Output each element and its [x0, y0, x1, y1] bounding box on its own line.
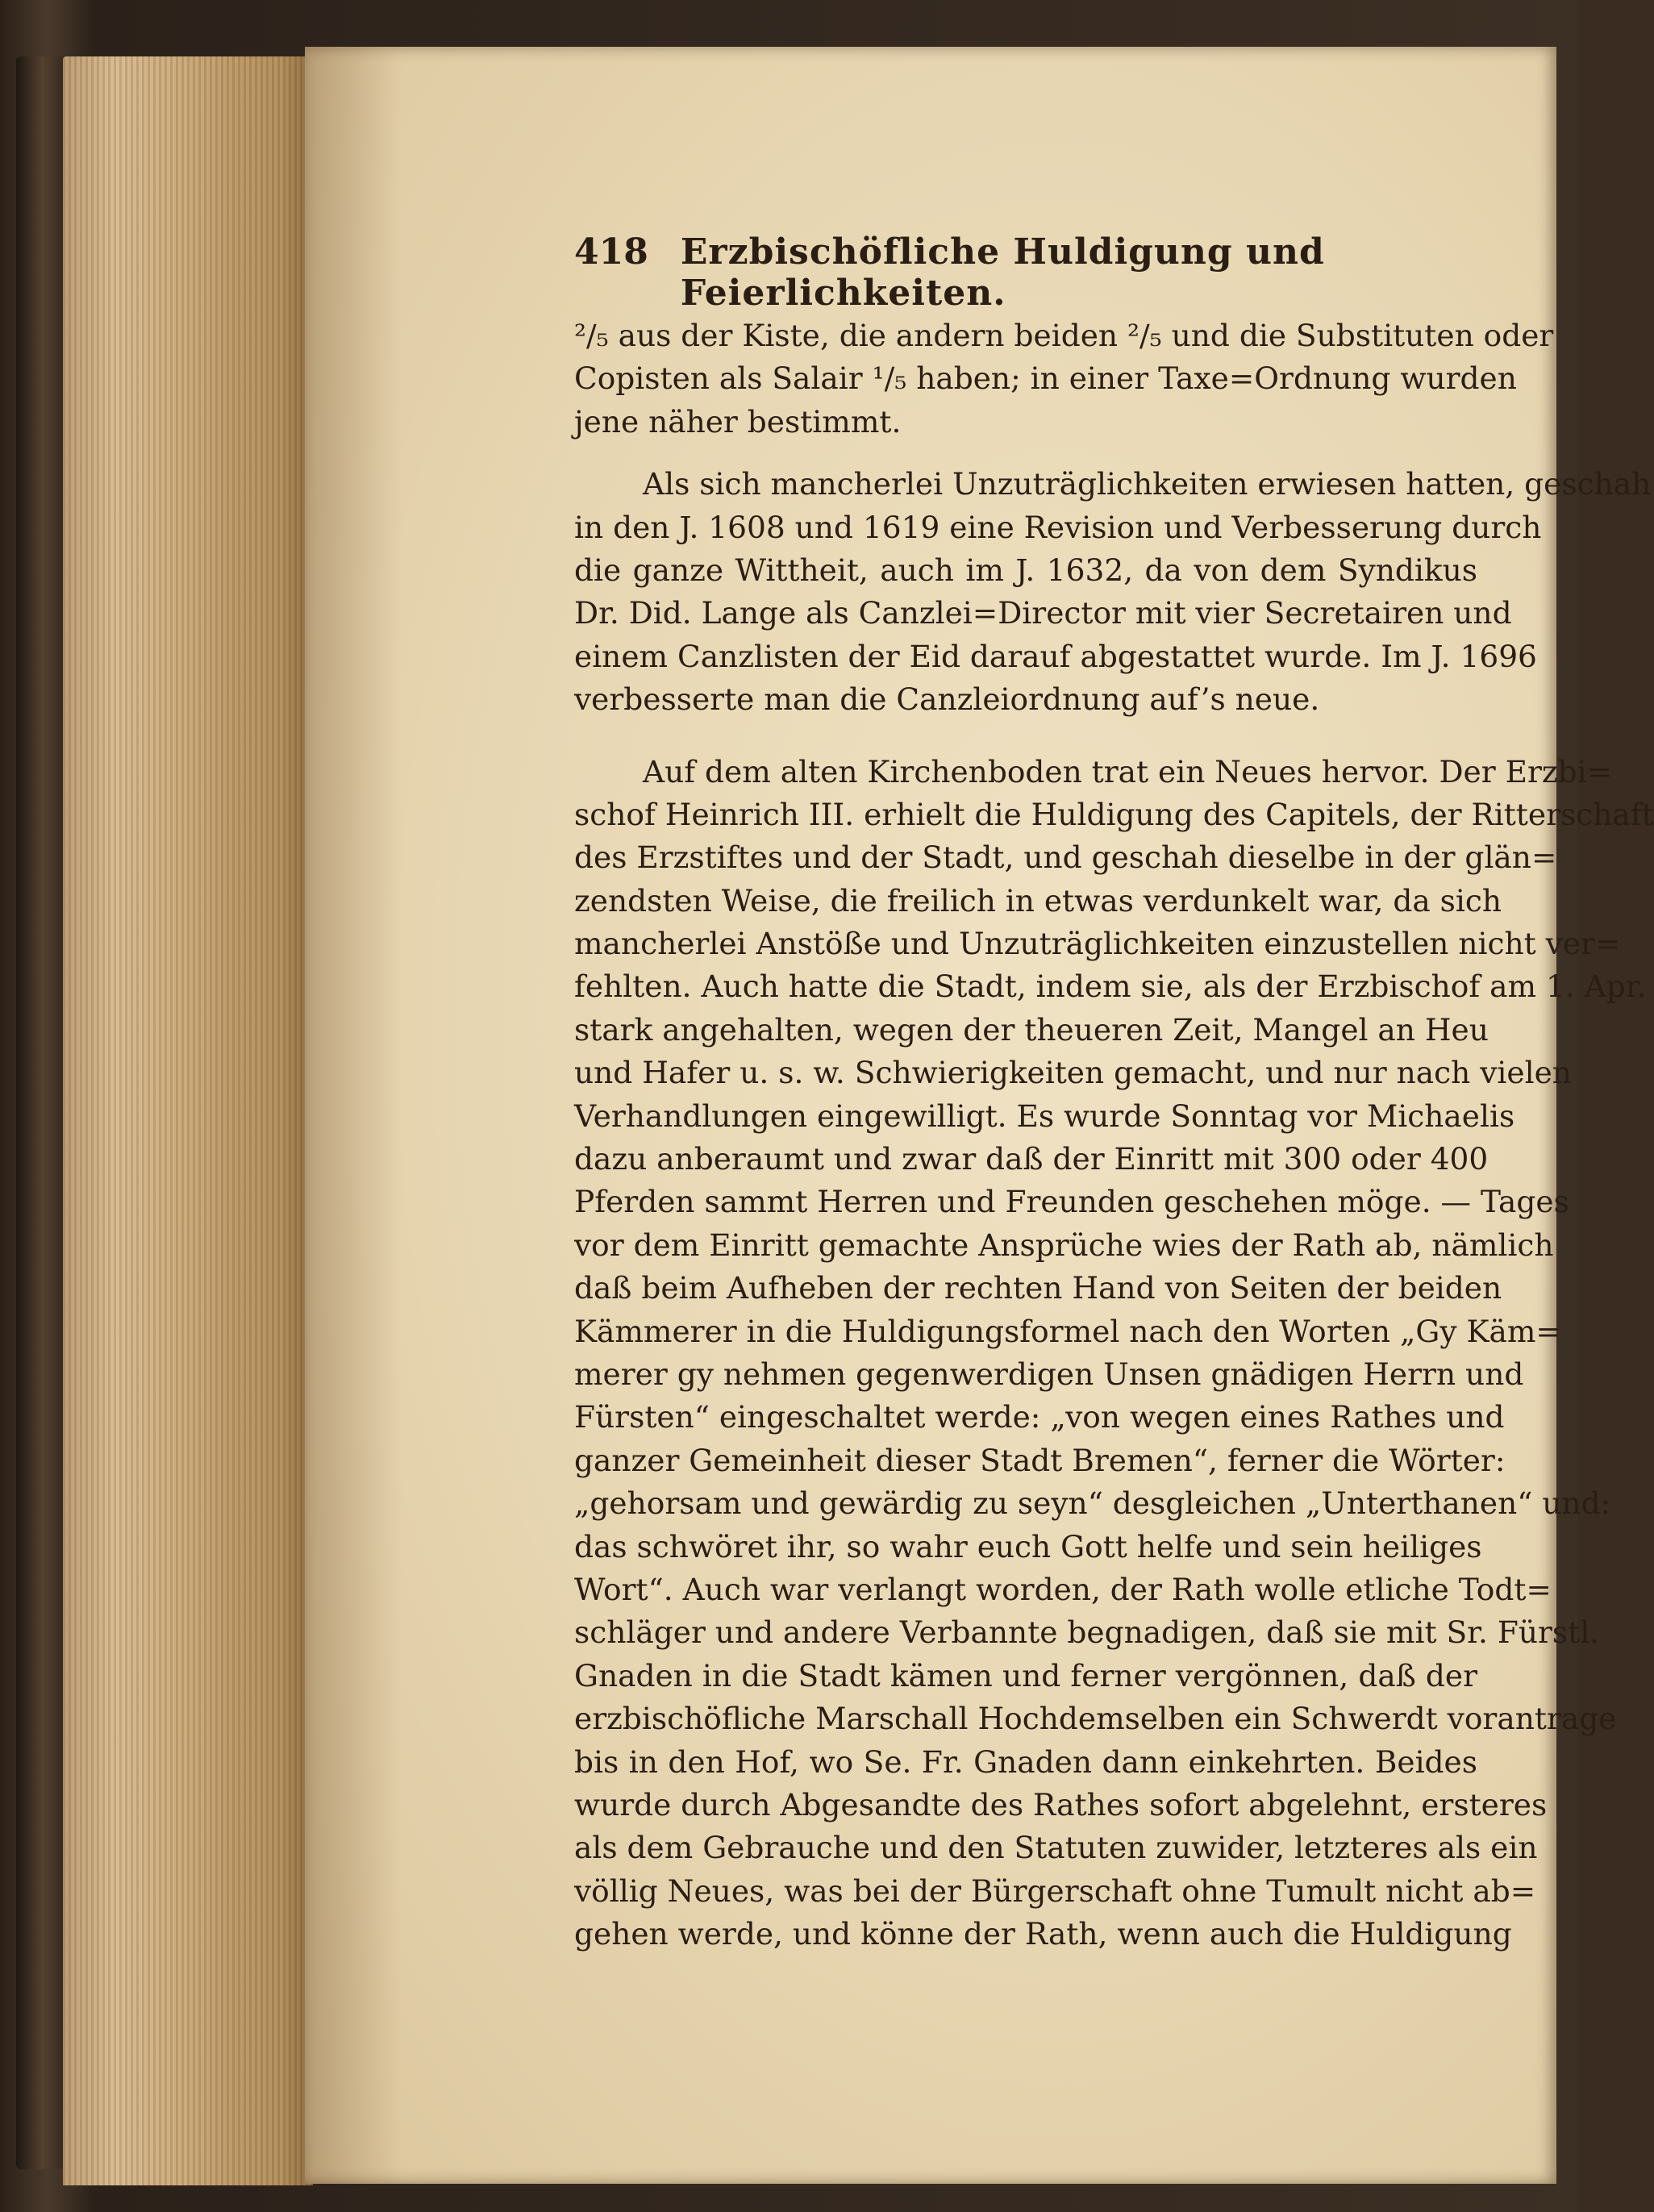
text-line: die ganze Wittheit, auch im J. 1632, da von dem Syndikus: [574, 552, 1477, 588]
text-line: und Hafer u. s. w. Schwierigkeiten gemacht, und nur nach vielen: [574, 1055, 1572, 1091]
text-line: in den J. 1608 und 1619 eine Revision und Verbesserung durch: [574, 509, 1542, 545]
text-line: Als sich mancherlei Unzuträglichkeiten erwiesen hatten, geschah: [643, 466, 1652, 502]
text-line: merer gy nehmen gegenwerdigen Unsen gnädigen Herrn und: [574, 1356, 1524, 1392]
text-line: völlig Neues, was bei der Bürgerschaft ohne Tumult nicht ab=: [574, 1872, 1536, 1909]
text-line: Wort“. Auch war verlangt worden, der Rath wolle etliche Todt=: [574, 1571, 1552, 1607]
text-line: Pferden sammt Herren und Freunden geschehen möge. — Tages: [574, 1184, 1569, 1220]
text-line: mancherlei Anstöße und Unzuträglichkeiten einzustellen nicht ver=: [574, 926, 1621, 962]
page-number: 418: [574, 231, 648, 273]
text-line: Verhandlungen eingewilligt. Es wurde Sonntag vor Michaelis: [574, 1098, 1515, 1134]
text-line: Dr. Did. Lange als Canzlei=Director mit vier Secretairen und: [574, 595, 1512, 631]
text-line: stark angehalten, wegen der theueren Zeit, Mangel an Heu: [574, 1011, 1489, 1048]
running-head: Erzbischöfliche Huldigung und Feierlichkeiten.: [680, 231, 1325, 314]
paragraph-gap: [574, 722, 1477, 751]
text-line: Gnaden in die Stadt kämen und ferner vergönnen, daß der: [574, 1657, 1477, 1693]
text-line: Kämmerer in die Huldigungsformel nach den Worten „Gy Käm=: [574, 1313, 1561, 1349]
text-line: bis in den Hof, wo Se. Fr. Gnaden dann einkehrten. Beides: [574, 1743, 1477, 1780]
text-line: einem Canzlisten der Eid darauf abgestattet wurde. Im J. 1696: [574, 638, 1537, 674]
paragraph: [574, 315, 1554, 444]
text-line: fehlten. Auch hatte die Stadt, indem sie, als der Erzbischof am 1. Apr.: [574, 969, 1647, 1005]
text-line: Fürsten“ eingeschaltet werde: „von wegen eines Rathes und: [574, 1399, 1505, 1435]
paragraph: [574, 463, 1652, 721]
text-line: ²/₅ aus der Kiste, die andern beiden ²/₅ und die Substituten oder: [574, 318, 1554, 353]
text-line: gehen werde, und könne der Rath, wenn auch die Huldigung: [574, 1916, 1512, 1952]
text-line: des Erzstiftes und der Stadt, und geschah dieselbe in der glän=: [574, 839, 1557, 876]
page-header: [574, 231, 1477, 314]
text-line: daß beim Aufheben der rechten Hand von Seiten der beiden: [574, 1270, 1502, 1306]
text-line: zendsten Weise, die freilich in etwas verdunkelt war, da sich: [574, 882, 1502, 919]
text-line: jene näher bestimmt.: [574, 403, 902, 439]
text-line: Copisten als Salair ¹/₅ haben; in einer Taxe=Ordnung wurden: [574, 360, 1517, 397]
text-line: verbesserte man die Canzleiordnung auf’s neue.: [574, 681, 1320, 718]
text-line: schof Heinrich III. erhielt die Huldigung des Capitels, der Ritterschaft: [574, 796, 1654, 832]
text-line: „gehorsam und gewärdig zu seyn“ desgleichen „Unterthanen“ und:: [574, 1485, 1611, 1522]
text-line: schläger und andere Verbannte begnadigen, daß sie mit Sr. Fürstl.: [574, 1614, 1600, 1651]
text-line: das schwöret ihr, so wahr euch Gott helfe und sein heiliges: [574, 1528, 1482, 1564]
text-line: Auf dem alten Kirchenboden trat ein Neues hervor. Der Erzbi=: [643, 753, 1613, 789]
body-text: [574, 315, 1654, 1956]
text-line: als dem Gebrauche und den Statuten zuwider, letzteres als ein: [574, 1830, 1538, 1866]
text-line: erzbischöfliche Marschall Hochdemselben ein Schwerdt vorantrage: [574, 1701, 1617, 1737]
page-fore-edge: [63, 56, 313, 2185]
paragraph: [574, 751, 1654, 1956]
text-line: wurde durch Abgesandte des Rathes sofort abgelehnt, ersteres: [574, 1786, 1548, 1823]
text-line: vor dem Einritt gemachte Ansprüche wies der Rath ab, nämlich: [574, 1227, 1554, 1263]
text-line: ganzer Gemeinheit dieser Stadt Bremen“, ferner die Wörter:: [574, 1442, 1506, 1478]
paragraph-gap: [574, 444, 1477, 463]
text-line: dazu anberaumt und zwar daß der Einritt mit 300 oder 400: [574, 1141, 1489, 1177]
